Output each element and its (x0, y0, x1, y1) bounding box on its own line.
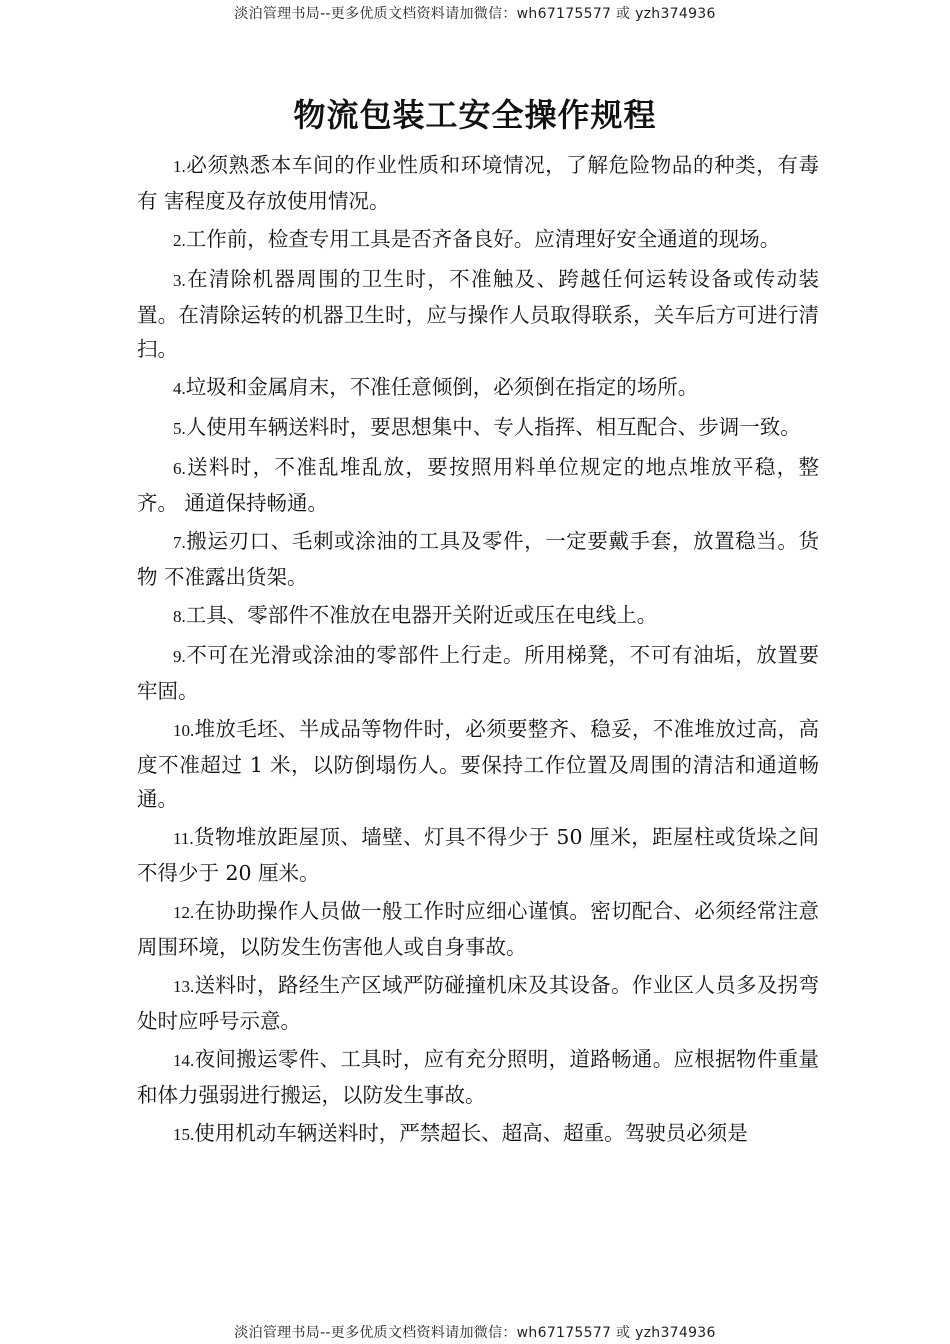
rule-number: 9. (173, 647, 186, 666)
rule-item (137, 1042, 819, 1112)
page-footer: 淡泊管理书局--更多优质文档资料请加微信：wh67175577 或 yzh374936 (234, 1325, 716, 1341)
rule-item (137, 894, 819, 964)
rule-text: 堆放毛坯、半成品等物件时，必须要整齐、稳妥，不准堆放过高，高度不准超过 1 米，以防倒塌伤人。要保持工作位置及周围的清洁和通道畅通。 (137, 717, 819, 811)
rule-text: 工具、零部件不准放在电器开关附近或压在电线上。 (185, 603, 658, 627)
rule-text: 使用机动车辆送料时，严禁超长、超高、超重。驾驶员必须是 (194, 1121, 748, 1145)
rule-number: 14. (173, 1051, 195, 1070)
rule-text: 垃圾和金属肩末，不准任意倾倒，必须倒在指定的场所。 (185, 375, 699, 399)
rule-text: 在清除机器周围的卫生时，不准触及、跨越任何运转设备或传动装置。在清除运转的机器卫生时，应与操作人员取得联系，关车后方可进行清扫。 (137, 267, 819, 361)
rule-text: 必须熟悉本车间的作业性质和环境情况，了解危险物品的种类，有毒有 害程度及存放使用情况。 (137, 153, 819, 213)
rule-item (137, 222, 819, 258)
document-body (137, 148, 819, 1156)
rule-item (137, 820, 819, 890)
rule-text: 送料时，不准乱堆乱放，要按照用料单位规定的地点堆放平稳，整齐。 通道保持畅通。 (137, 455, 819, 515)
rule-text: 送料时，路经生产区域严防碰撞机床及其设备。作业区人员多及拐弯 处时应呼号示意。 (137, 973, 819, 1033)
document-title: 物流包装工安全操作规程 (293, 96, 657, 134)
rule-number: 6. (173, 459, 186, 478)
rule-item (137, 1116, 819, 1152)
rule-number: 1. (173, 157, 186, 176)
rule-number: 11. (173, 829, 194, 848)
rule-item (137, 148, 819, 218)
rule-text: 货物堆放距屋顶、墙壁、灯具不得少于 50 厘米，距屋柱或货垛之间 不得少于 20 厘米。 (137, 825, 819, 885)
rule-number: 3. (173, 271, 186, 290)
rule-number: 4. (173, 379, 186, 398)
rule-item (137, 262, 819, 366)
rule-text: 夜间搬运零件、工具时，应有充分照明，道路畅通。应根据物件重量 和体力强弱进行搬运，以防发生事故。 (137, 1047, 819, 1107)
rule-item (137, 524, 819, 594)
rule-number: 8. (173, 607, 186, 626)
rule-text: 搬运刃口、毛刺或涂油的工具及零件，一定要戴手套，放置稳当。货物 不准露出货架。 (137, 529, 819, 589)
rule-text: 在协助操作人员做一般工作时应细心谨慎。密切配合、必须经常注意周围环境，以防发生伤害他人或自身事故。 (137, 899, 819, 959)
rule-number: 10. (173, 721, 195, 740)
rule-item (137, 598, 819, 634)
rule-number: 7. (173, 533, 186, 552)
rule-number: 15. (173, 1125, 195, 1144)
rule-item (137, 450, 819, 520)
rule-number: 2. (173, 231, 186, 250)
rule-item (137, 638, 819, 708)
rule-text: 人使用车辆送料时，要思想集中、专人指挥、相互配合、步调一致。 (185, 415, 801, 439)
rule-number: 12. (173, 903, 195, 922)
page-header: 淡泊管理书局--更多优质文档资料请加微信：wh67175577 或 yzh374936 (234, 6, 716, 22)
rule-item (137, 370, 819, 406)
rule-text: 不可在光滑或涂油的零部件上行走。所用梯凳，不可有油垢，放置要牢固。 (137, 643, 819, 703)
rule-item (137, 968, 819, 1038)
rule-number: 13. (173, 977, 195, 996)
rule-item (137, 410, 819, 446)
rule-item (137, 712, 819, 816)
rule-text: 工作前，检查专用工具是否齐备良好。应清理好安全通道的现场。 (185, 227, 781, 251)
rule-number: 5. (173, 419, 186, 438)
